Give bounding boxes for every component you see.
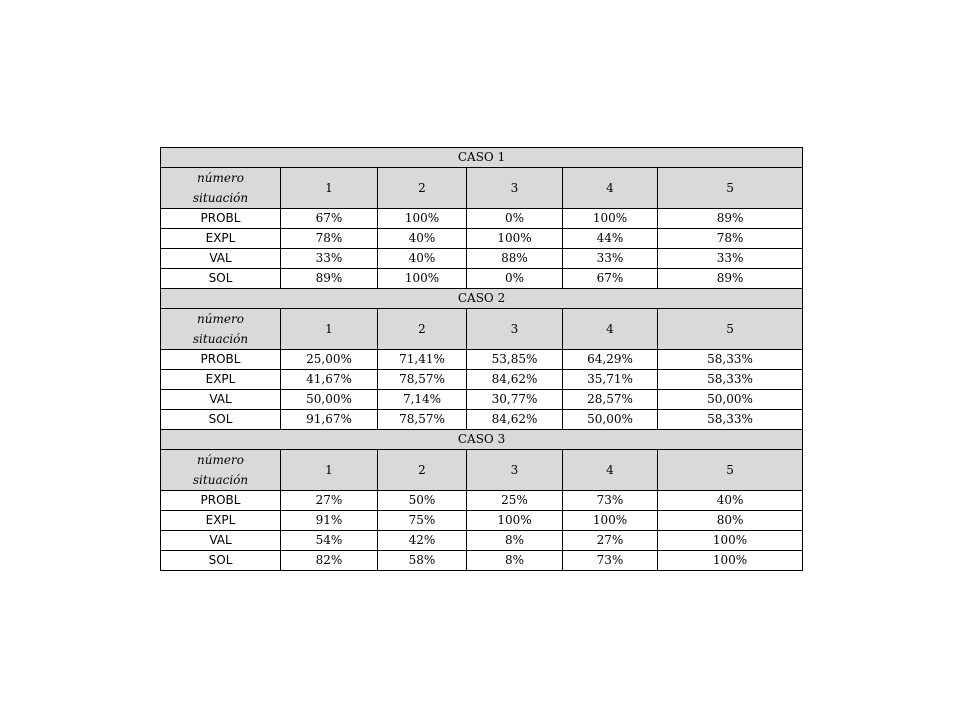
value-cell: 73% [563, 491, 658, 511]
value-cell: 100% [563, 209, 658, 229]
table-row [161, 350, 803, 370]
value-cell: 78% [281, 229, 378, 249]
value-cell: 35,71% [563, 370, 658, 390]
value-cell: 25,00% [281, 350, 378, 370]
value-cell: 50,00% [658, 390, 803, 410]
table-row [161, 551, 803, 571]
value-cell: 73% [563, 551, 658, 571]
value-cell: 8% [467, 531, 563, 551]
value-cell: 50,00% [281, 390, 378, 410]
value-cell: 41,67% [281, 370, 378, 390]
case-title-row [161, 148, 803, 168]
value-cell: 82% [281, 551, 378, 571]
situation-label-line1: número [197, 171, 244, 185]
row-label: SOL [161, 551, 281, 571]
value-cell: 100% [378, 269, 467, 289]
value-cell: 8% [467, 551, 563, 571]
situation-label-line2: situación [192, 191, 249, 205]
situation-label-line2: situación [192, 473, 249, 487]
value-cell: 50,00% [563, 410, 658, 430]
situation-number: 1 [281, 450, 378, 491]
value-cell: 27% [563, 531, 658, 551]
situation-number: 1 [281, 168, 378, 209]
row-label: VAL [161, 390, 281, 410]
situation-number: 2 [378, 168, 467, 209]
table-row [161, 511, 803, 531]
value-cell: 27% [281, 491, 378, 511]
value-cell: 0% [467, 269, 563, 289]
value-cell: 33% [563, 249, 658, 269]
value-cell: 67% [281, 209, 378, 229]
value-cell: 100% [467, 511, 563, 531]
results-table-body [161, 148, 803, 571]
table-row [161, 269, 803, 289]
value-cell: 71,41% [378, 350, 467, 370]
situation-number: 3 [467, 309, 563, 350]
case-title: CASO 3 [161, 430, 803, 450]
value-cell: 58% [378, 551, 467, 571]
table-row [161, 410, 803, 430]
row-label: EXPL [161, 370, 281, 390]
value-cell: 53,85% [467, 350, 563, 370]
value-cell: 58,33% [658, 350, 803, 370]
value-cell: 100% [563, 511, 658, 531]
row-label: PROBL [161, 350, 281, 370]
situation-label-line1: número [197, 312, 244, 326]
situation-label-line1: número [197, 453, 244, 467]
case-title-row [161, 289, 803, 309]
value-cell: 80% [658, 511, 803, 531]
row-label: PROBL [161, 209, 281, 229]
case-title: CASO 2 [161, 289, 803, 309]
row-label: PROBL [161, 491, 281, 511]
value-cell: 78,57% [378, 370, 467, 390]
value-cell: 58,33% [658, 410, 803, 430]
table-row [161, 370, 803, 390]
value-cell: 58,33% [658, 370, 803, 390]
value-cell: 25% [467, 491, 563, 511]
value-cell: 100% [467, 229, 563, 249]
situation-number: 5 [658, 168, 803, 209]
value-cell: 7,14% [378, 390, 467, 410]
table-row [161, 390, 803, 410]
table-row [161, 209, 803, 229]
value-cell: 88% [467, 249, 563, 269]
value-cell: 33% [281, 249, 378, 269]
situation-number: 2 [378, 309, 467, 350]
case-title: CASO 1 [161, 148, 803, 168]
value-cell: 40% [378, 229, 467, 249]
value-cell: 28,57% [563, 390, 658, 410]
row-label: EXPL [161, 229, 281, 249]
value-cell: 44% [563, 229, 658, 249]
situation-number: 4 [563, 309, 658, 350]
situation-number-label [161, 450, 281, 491]
value-cell: 40% [378, 249, 467, 269]
row-label: SOL [161, 269, 281, 289]
case-title-row [161, 430, 803, 450]
situation-number-label [161, 309, 281, 350]
value-cell: 42% [378, 531, 467, 551]
value-cell: 50% [378, 491, 467, 511]
value-cell: 64,29% [563, 350, 658, 370]
table-row [161, 491, 803, 511]
situation-header-row [161, 309, 803, 350]
situation-number: 2 [378, 450, 467, 491]
situation-number: 5 [658, 309, 803, 350]
situation-number: 3 [467, 168, 563, 209]
value-cell: 91% [281, 511, 378, 531]
situation-number-label [161, 168, 281, 209]
value-cell: 100% [658, 551, 803, 571]
table-row [161, 531, 803, 551]
value-cell: 89% [658, 209, 803, 229]
value-cell: 78,57% [378, 410, 467, 430]
situation-number: 4 [563, 450, 658, 491]
situation-number: 3 [467, 450, 563, 491]
value-cell: 67% [563, 269, 658, 289]
row-label: VAL [161, 531, 281, 551]
value-cell: 33% [658, 249, 803, 269]
value-cell: 84,62% [467, 370, 563, 390]
value-cell: 89% [281, 269, 378, 289]
value-cell: 78% [658, 229, 803, 249]
value-cell: 30,77% [467, 390, 563, 410]
value-cell: 0% [467, 209, 563, 229]
row-label: EXPL [161, 511, 281, 531]
row-label: SOL [161, 410, 281, 430]
situation-label-line2: situación [192, 332, 249, 346]
value-cell: 75% [378, 511, 467, 531]
value-cell: 89% [658, 269, 803, 289]
value-cell: 54% [281, 531, 378, 551]
situation-number: 1 [281, 309, 378, 350]
table-row [161, 229, 803, 249]
row-label: VAL [161, 249, 281, 269]
results-table [160, 147, 803, 571]
situation-number: 4 [563, 168, 658, 209]
situation-number: 5 [658, 450, 803, 491]
situation-header-row [161, 450, 803, 491]
value-cell: 100% [378, 209, 467, 229]
value-cell: 100% [658, 531, 803, 551]
value-cell: 84,62% [467, 410, 563, 430]
value-cell: 91,67% [281, 410, 378, 430]
table-row [161, 249, 803, 269]
situation-header-row [161, 168, 803, 209]
value-cell: 40% [658, 491, 803, 511]
